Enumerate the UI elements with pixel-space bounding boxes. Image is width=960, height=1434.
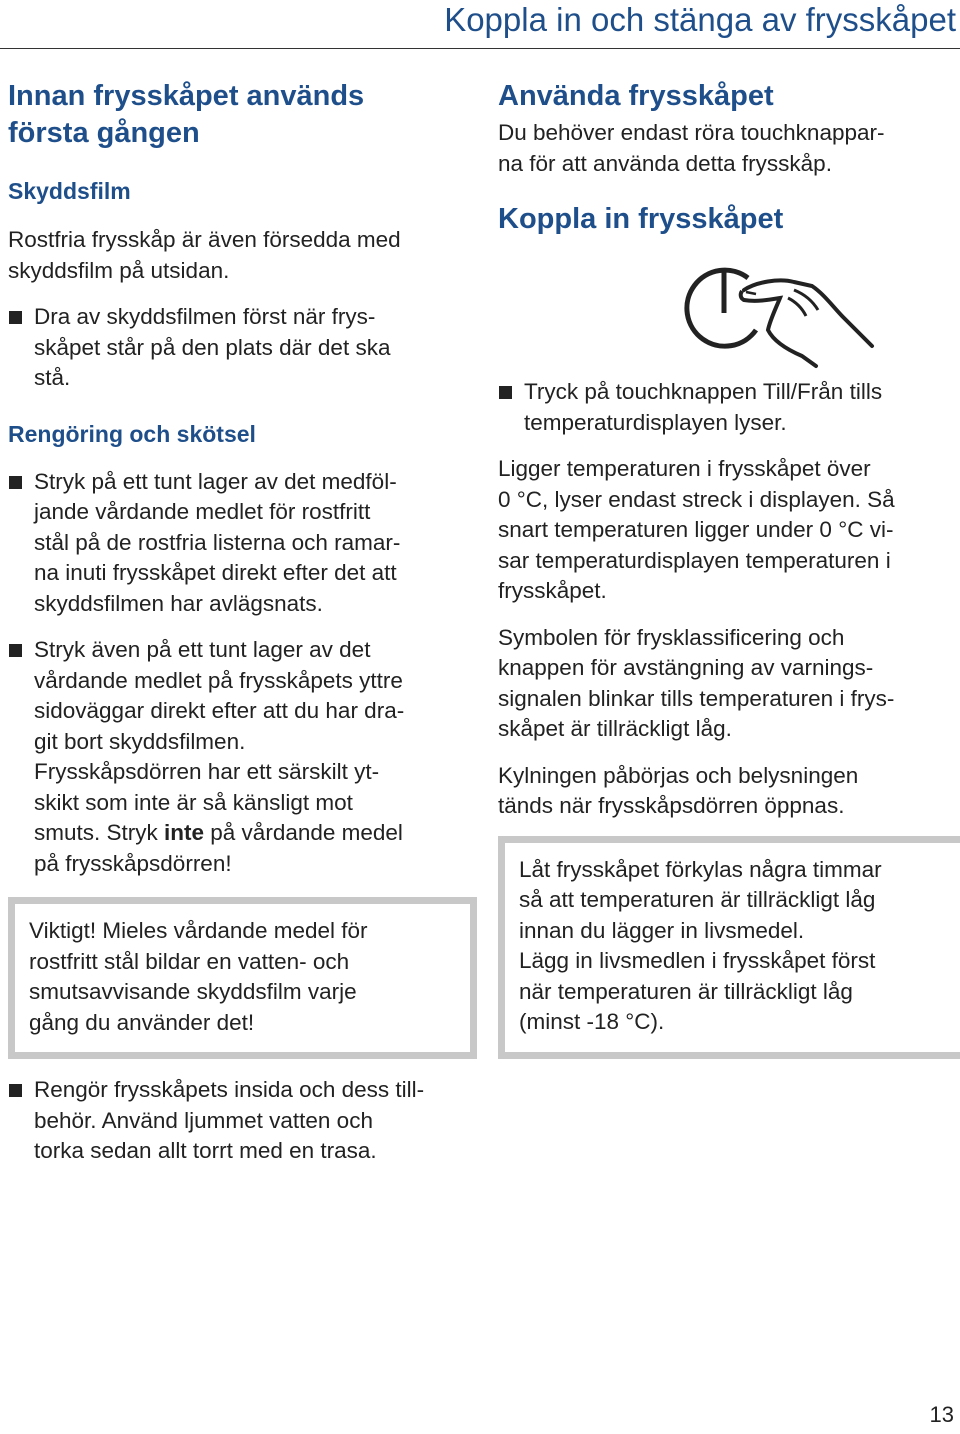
care-heading: Rengöring och skötsel — [8, 420, 256, 447]
bullet-square-icon — [9, 644, 22, 657]
protective-film-bullet: Dra av skyddsfilmen först när frys- skåpet står på den plats där det ska stå. — [8, 302, 468, 394]
switch-on-paragraph-1: Ligger temperaturen i frysskåpet över 0 °C, lyser endast streck i displayen. Så snart temperaturen ligger under 0 °C vi- sar temperaturdisplayen temperaturen i frysskåpet. — [498, 456, 895, 603]
using-text: Du behöver endast röra touchknappar- na för att använda detta frysskåp. — [498, 120, 885, 176]
bullet-square-icon — [9, 476, 22, 489]
section-heading-first-use: Innan frysskåpet används första gången — [8, 80, 365, 149]
switch-on-heading: Koppla in frysskåpet — [498, 203, 784, 235]
page-title: Koppla in och stänga av frysskåpet — [444, 1, 956, 38]
protective-film-heading: Skyddsfilm — [8, 178, 131, 204]
bullet-square-icon — [9, 311, 22, 324]
protective-film-intro: Rostfria frysskåp är även försedda med skyddsfilm på utsidan. — [8, 227, 401, 283]
care-bullet-2: Stryk även på ett tunt lager av det vårdande medlet på frysskåpets yttre sidoväggar direkt efter att du har dra- git bort skyddsfilmen. Frysskåpsdörren har ett särskilt yt- skikt som inte är så känsligt mot smuts. Stryk inte på vårdande medel på frysskåpsdörren! — [8, 635, 468, 879]
switch-on-illustration — [498, 238, 958, 378]
bullet-square-icon — [9, 1084, 22, 1097]
care-bullet-1: Stryk på ett tunt lager av det medföl- jande vårdande medlet för rostfritt stål på de rostfria listerna och ramar- na inuti frysskåpet direkt efter det att skyddsfilmen har avlägsnats. — [8, 467, 468, 620]
care-note-box: Viktigt! Mieles vårdande medel för rostfritt stål bildar en vatten- och smutsavvisande skyddsfilm varje gång du använder det! — [8, 897, 477, 1059]
switch-on-bullet: Tryck på touchknappen Till/Från tills temperaturdisplayen lyser. — [498, 377, 958, 438]
emphasis-inte: inte — [164, 820, 205, 845]
right-column — [498, 78, 958, 1059]
page-number: 13 — [929, 1402, 954, 1427]
page-header — [0, 0, 960, 49]
switch-on-paragraph-2: Symbolen för frysklassificering och knappen för avstängning av varnings- signalen blinkar tills temperaturen i frys- skåpet är tillräckligt låg. — [498, 624, 895, 741]
switch-on-paragraph-3: Kylningen påbörjas och belysningen tänds när frysskåpsdörren öppnas. — [498, 762, 859, 818]
left-column — [8, 78, 468, 1167]
bullet-square-icon — [499, 386, 512, 399]
switch-on-note-box: Låt frysskåpet förkylas några timmar så att temperaturen är tillräckligt låg innan du lägger in livsmedel. Lägg in livsmedlen i frysskåpet först när temperaturen är tillräckligt låg (minst -18 °C). — [498, 836, 960, 1059]
using-heading: Använda frysskåpet — [498, 80, 774, 112]
finger-pressing-power-button-icon — [684, 238, 884, 378]
care-bullet-3: Rengör frysskåpets insida och dess till- behör. Använd ljummet vatten och torka sedan allt torrt med en trasa. — [8, 1075, 468, 1167]
